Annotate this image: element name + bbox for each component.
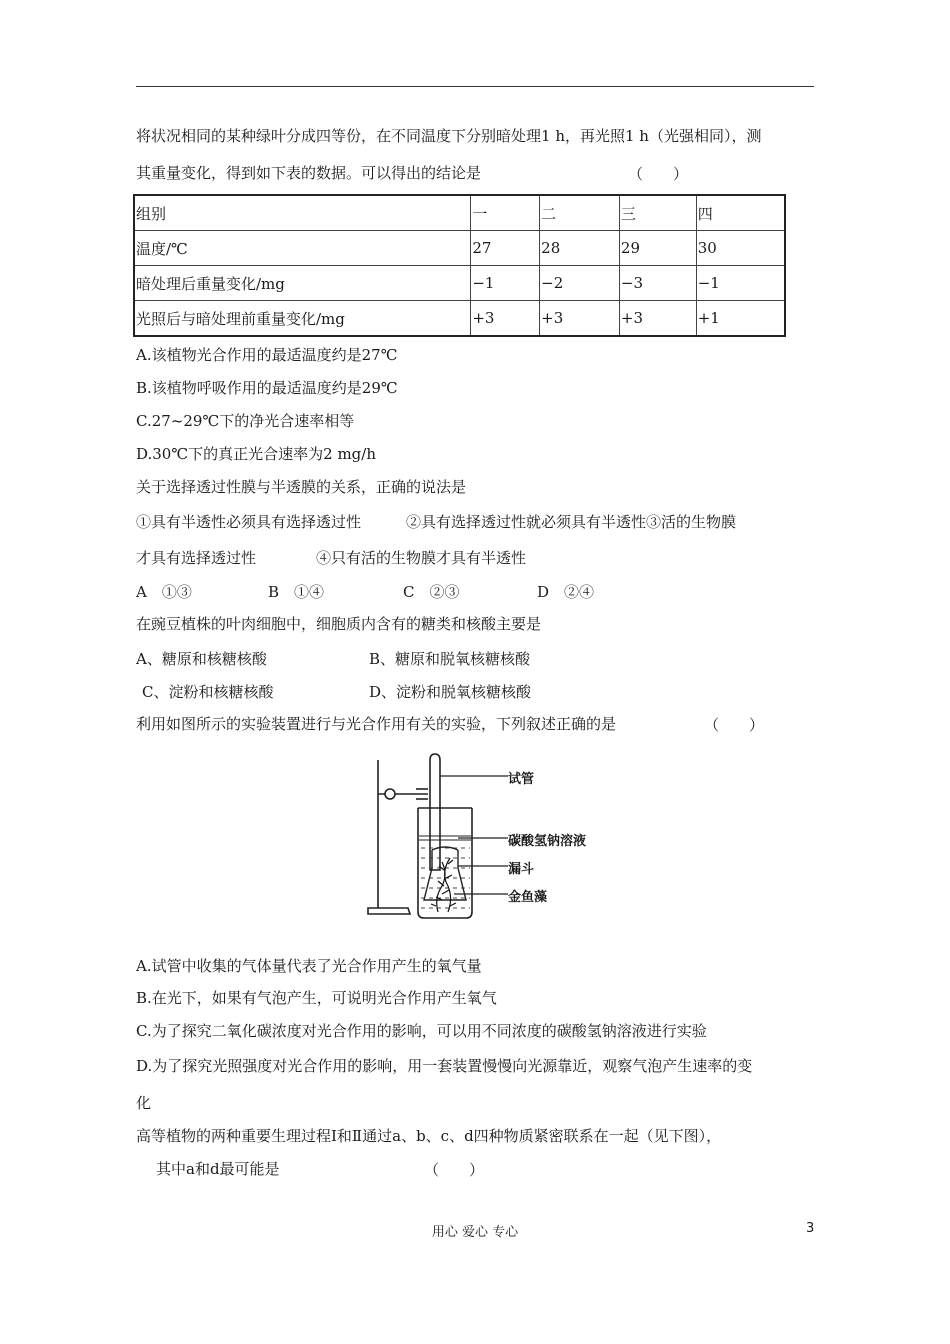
table-cell: +3 (471, 301, 540, 337)
header-rule (136, 86, 814, 87)
q1-answer-paren: （ ） (628, 165, 689, 183)
figure-label-solution: 碳酸氢钠溶液 (508, 834, 587, 849)
table-cell: 30 (696, 231, 785, 266)
table-row-header: 组别 (134, 195, 471, 231)
q4-answer-paren: （ ） (704, 716, 765, 734)
q4-option-a: A.试管中收集的气体量代表了光合作用产生的氧气量 (136, 957, 482, 975)
table-row-header: 光照后与暗处理前重量变化/mg (134, 301, 471, 337)
table-cell: 一 (471, 195, 540, 231)
table-row (134, 195, 785, 231)
q2-option-d: D ②④ (537, 583, 595, 601)
table-cell: 三 (619, 195, 696, 231)
q5-answer-paren: （ ） (424, 1161, 485, 1179)
table-cell: −1 (696, 266, 785, 301)
footer-slogan: 用心 爱心 专心 (431, 1225, 519, 1240)
table-cell: +3 (540, 301, 620, 337)
apparatus-figure (358, 750, 598, 930)
page-number: 3 (806, 1221, 815, 1236)
table-row (134, 231, 785, 266)
q4-option-d-cont: 化 (136, 1094, 152, 1112)
q4-option-d: D.为了探究光照强度对光合作用的影响，用一套装置慢慢向光源靠近，观察气泡产生速率的变 (136, 1057, 753, 1075)
q5-stem-line1: 高等植物的两种重要生理过程Ⅰ和Ⅱ通过a、b、c、d四种物质紧密联系在一起（见下图）， (136, 1127, 722, 1145)
q4-option-b: B.在光下，如果有气泡产生，可说明光合作用产生氧气 (136, 989, 497, 1007)
table-cell: 29 (619, 231, 696, 266)
table-cell: −3 (619, 266, 696, 301)
q2-statement-line2: 才具有选择透过性 ④只有活的生物膜才具有半透性 (136, 549, 527, 567)
q3-option-b: B、糖原和脱氧核糖核酸 (369, 650, 531, 668)
q2-statement-line1: ①具有半透性必须具有选择透过性 ②具有选择透过性就必须具有半透性③活的生物膜 (136, 513, 737, 531)
figure-label-weed: 金鱼藻 (508, 890, 548, 905)
q1-data-table (133, 194, 786, 337)
q4-stem: 利用如图所示的实验装置进行与光合作用有关的实验，下列叙述正确的是 (136, 715, 617, 733)
q2-stem: 关于选择透过性膜与半透膜的关系，正确的说法是 (136, 478, 467, 496)
table-cell: 27 (471, 231, 540, 266)
figure-label-funnel: 漏斗 (508, 862, 535, 877)
table-cell: +1 (696, 301, 785, 337)
q2-option-c: C ②③ (403, 583, 460, 601)
table-row-header: 暗处理后重量变化/mg (134, 266, 471, 301)
table-cell: 二 (540, 195, 620, 231)
q3-option-d: D、淀粉和脱氧核糖核酸 (369, 683, 532, 701)
table-cell: 28 (540, 231, 620, 266)
table-row (134, 301, 785, 337)
q1-option-a: A.该植物光合作用的最适温度约是27℃ (136, 346, 398, 364)
table-cell: 四 (696, 195, 785, 231)
q1-option-c: C.27~29℃下的净光合速率相等 (136, 412, 355, 430)
figure-label-test-tube: 试管 (508, 772, 535, 787)
q5-stem-line2: 其中a和d最可能是 (156, 1160, 280, 1178)
q3-option-c: C、淀粉和核糖核酸 (142, 683, 274, 701)
q2-option-b: B ①④ (268, 583, 325, 601)
q4-option-c: C.为了探究二氧化碳浓度对光合作用的影响，可以用不同浓度的碳酸氢钠溶液进行实验 (136, 1022, 707, 1040)
q3-stem: 在豌豆植株的叶肉细胞中，细胞质内含有的糖类和核酸主要是 (136, 615, 542, 633)
q1-stem-line2: 其重量变化，得到如下表的数据。可以得出的结论是 (136, 164, 482, 182)
q3-option-a: A、糖原和核糖核酸 (136, 650, 267, 668)
q1-stem-line1: 将状况相同的某种绿叶分成四等份，在不同温度下分别暗处理1 h，再光照1 h（光强相同），测 (136, 127, 762, 145)
table-cell: −1 (471, 266, 540, 301)
q1-option-b: B.该植物呼吸作用的最适温度约是29℃ (136, 379, 398, 397)
table-row (134, 266, 785, 301)
table-row-header: 温度/℃ (134, 231, 471, 266)
q1-option-d: D.30℃下的真正光合速率为2 mg/h (136, 445, 376, 463)
q2-option-a: A ①③ (136, 583, 192, 601)
table-cell: −2 (540, 266, 620, 301)
table-cell: +3 (619, 301, 696, 337)
